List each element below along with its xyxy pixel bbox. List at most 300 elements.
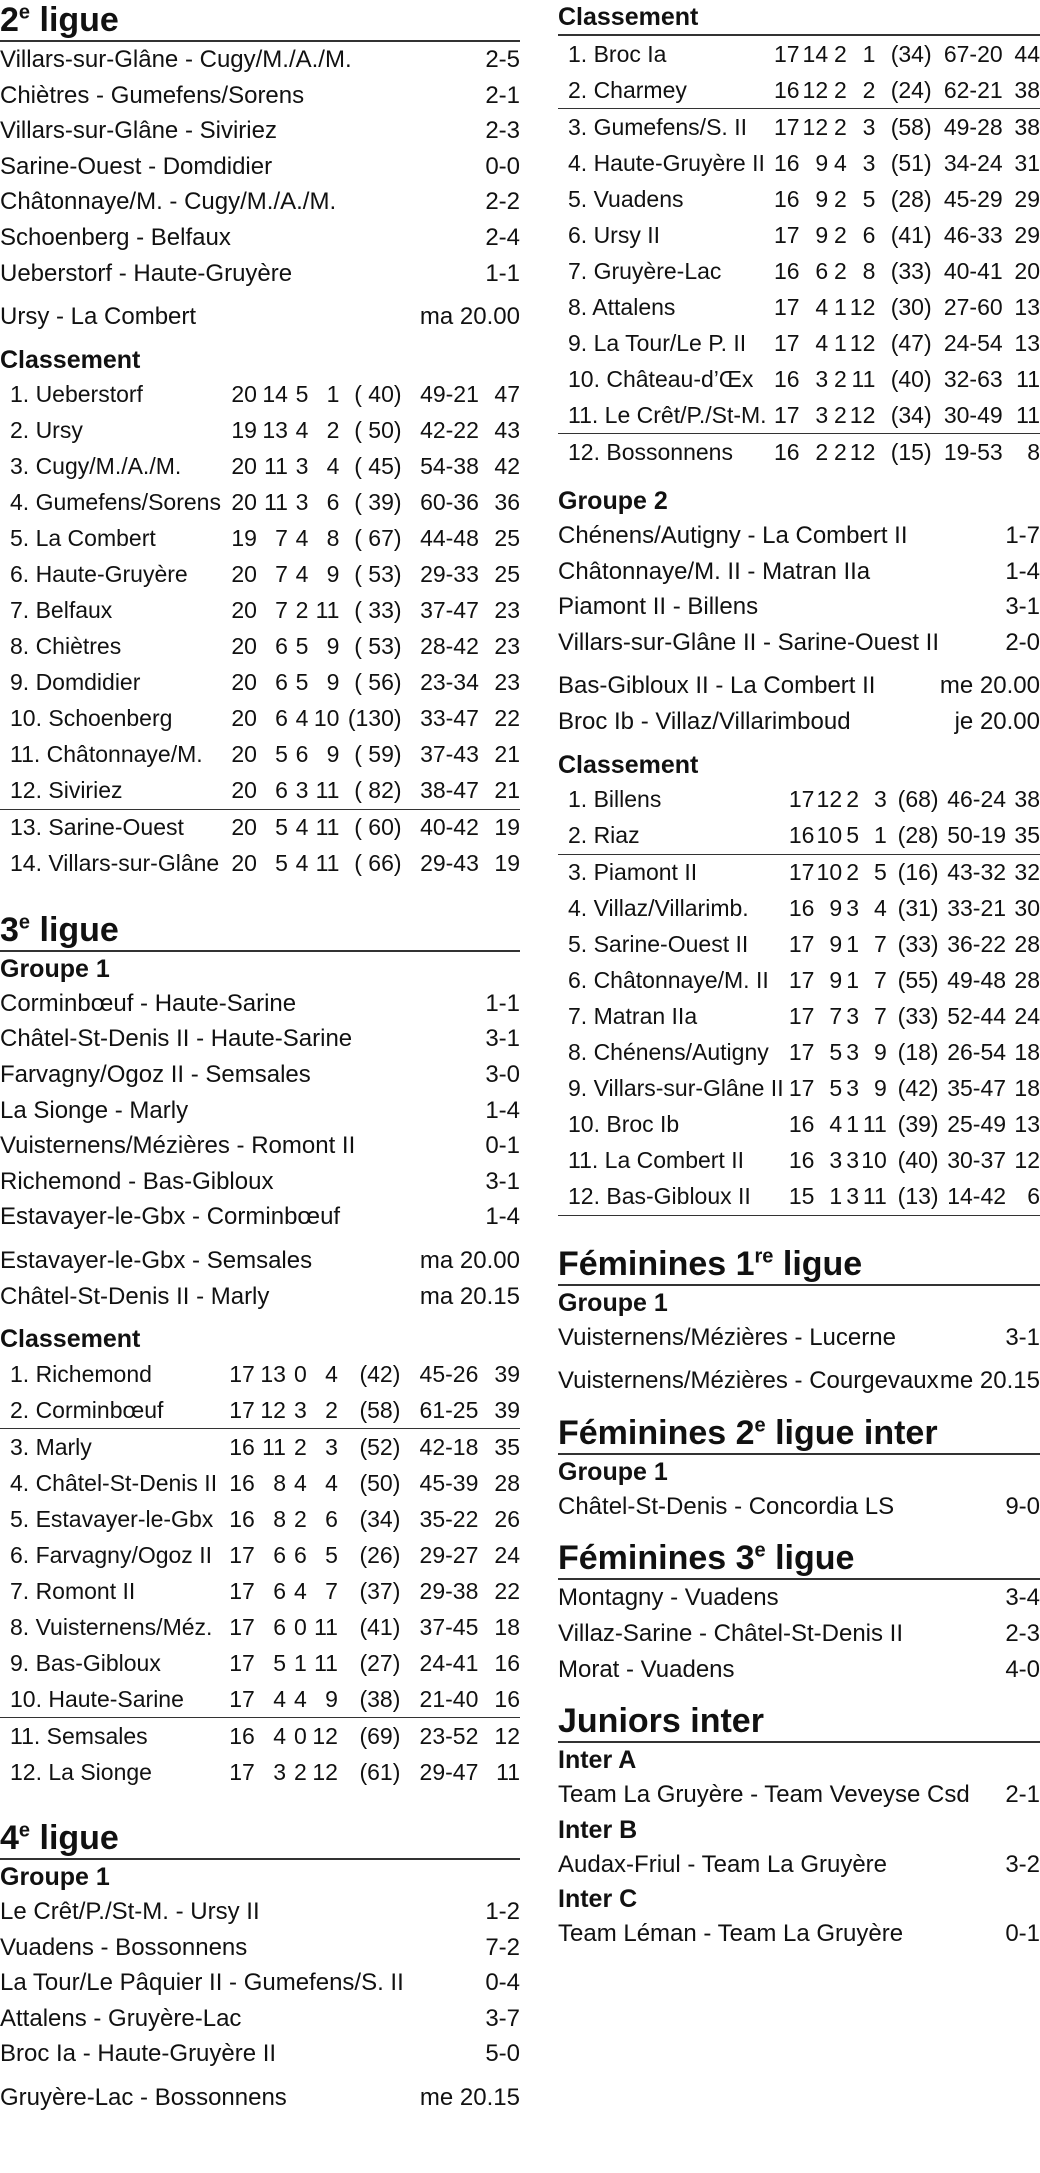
- match-score: 7-2: [485, 1933, 520, 1961]
- played-cell: 17: [788, 1003, 815, 1030]
- match-teams: Bas-Gibloux II - La Combert II: [558, 672, 876, 700]
- match-result: [0, 149, 520, 185]
- losses-cell: 12: [312, 1722, 338, 1749]
- match-teams: Villars-sur-Glâne - Siviriez: [0, 117, 277, 145]
- played-cell: 16: [784, 818, 815, 855]
- wins-cell: 5: [829, 1039, 843, 1066]
- wins-cell: 10: [816, 859, 843, 886]
- points-cell: 18: [1014, 1075, 1040, 1102]
- points-cell: 12: [1014, 1147, 1040, 1174]
- section-title-ligue3: 3e ligue: [0, 910, 520, 952]
- match-score: 2-2: [485, 188, 520, 216]
- penalty-points-cell: (27): [359, 1649, 401, 1676]
- team-name-cell: 8. Chénens/Autigny: [568, 1039, 769, 1066]
- match-teams: Farvagny/Ogoz II - Semsales: [0, 1060, 311, 1088]
- played-cell: 17: [773, 40, 800, 67]
- losses-cell: 11: [315, 850, 340, 877]
- played-cell: 17: [218, 1681, 254, 1718]
- left-column: [0, 0, 520, 2116]
- table-row: [0, 1392, 520, 1429]
- points-cell: 47: [494, 381, 520, 408]
- table-row: [0, 665, 520, 701]
- goals-cell: 21-40: [400, 1681, 478, 1718]
- match-time: me 20.00: [939, 672, 1040, 700]
- draws-cell: 2: [828, 397, 847, 434]
- team-name-cell: 5. Vuadens: [568, 185, 684, 212]
- match-score: 1-4: [485, 1203, 520, 1231]
- match-result: [0, 1930, 520, 1966]
- wins-cell: 7: [275, 597, 288, 624]
- table-row: [558, 434, 1040, 471]
- played-cell: 17: [229, 1541, 255, 1568]
- draws-cell: 2: [828, 72, 847, 109]
- draws-cell: 2: [846, 859, 860, 886]
- penalty-points-cell: (34): [875, 397, 931, 434]
- draws-cell: 1: [846, 1111, 860, 1138]
- match-score: 3-1: [1005, 593, 1040, 621]
- table-row: [0, 1356, 520, 1392]
- match-result: [0, 256, 520, 292]
- match-score: 0-0: [485, 152, 520, 180]
- standings-table-ligue2: [0, 377, 520, 882]
- right-column: [558, 0, 1040, 1952]
- goals-cell: 23-52: [419, 1722, 479, 1749]
- losses-cell: 11: [859, 1179, 887, 1216]
- match-teams: La Sionge - Marly: [0, 1096, 189, 1124]
- points-cell: 36: [494, 489, 520, 516]
- match-teams: Montagny - Vuadens: [558, 1584, 779, 1612]
- match-score: 3-1: [485, 1167, 520, 1195]
- penalty-points-cell: ( 66): [354, 850, 402, 877]
- points-cell: 25: [494, 525, 520, 552]
- match-result: [558, 1916, 1040, 1952]
- table-row: [0, 701, 520, 737]
- penalty-points-cell: (69): [359, 1722, 401, 1749]
- losses-cell: 9: [326, 561, 340, 588]
- team-name-cell: 8. Vuisternens/Méz.: [10, 1613, 213, 1640]
- penalty-points-cell: ( 40): [354, 381, 402, 408]
- team-name-cell: 6. Farvagny/Ogoz II: [10, 1541, 212, 1568]
- points-cell: 16: [494, 1649, 520, 1676]
- team-name-cell: 5. Sarine-Ouest II: [568, 931, 749, 958]
- penalty-points-cell: (50): [359, 1469, 401, 1496]
- goals-cell: 37-47: [420, 597, 479, 624]
- match-score: 2-3: [1005, 1619, 1040, 1647]
- goals-cell: 54-38: [420, 453, 479, 480]
- losses-cell: 6: [326, 489, 340, 516]
- draws-cell: 2: [834, 185, 847, 212]
- played-cell: 16: [773, 185, 800, 212]
- table-row: [558, 36, 1040, 72]
- goals-cell: 46-33: [943, 221, 1003, 248]
- losses-cell: 11: [862, 1111, 887, 1138]
- wins-cell: 14: [802, 40, 829, 67]
- standings-table-ligue4-groupe1: [558, 36, 1040, 470]
- table-row: [0, 593, 520, 629]
- wins-cell: 10: [814, 818, 842, 855]
- losses-cell: 8: [326, 525, 340, 552]
- goals-cell: 43-32: [947, 859, 1007, 886]
- draws-cell: 3: [846, 1039, 860, 1066]
- points-cell: 11: [496, 1758, 520, 1785]
- match-score: 3-1: [1005, 1323, 1040, 1351]
- points-cell: 31: [1014, 149, 1040, 176]
- table-row: [558, 397, 1040, 434]
- wins-cell: 2: [815, 438, 829, 465]
- wins-cell: 9: [815, 221, 829, 248]
- penalty-points-cell: (30): [890, 293, 932, 320]
- table-row: [0, 629, 520, 665]
- points-cell: 39: [478, 1392, 520, 1429]
- losses-cell: 9: [307, 1681, 338, 1718]
- match-teams: Attalens - Gruyère-Lac: [0, 2004, 242, 2032]
- ligue3-upcoming: [0, 1243, 520, 1314]
- played-cell: 17: [773, 113, 800, 140]
- played-cell: 20: [231, 453, 257, 480]
- goals-cell: 35-22: [419, 1505, 479, 1532]
- wins-cell: 4: [815, 293, 829, 320]
- match-result: [0, 1894, 520, 1930]
- played-cell: 20: [231, 850, 257, 877]
- table-row: [0, 846, 520, 882]
- draws-cell: 1: [293, 1649, 307, 1676]
- match-teams: Sarine-Ouest - Domdidier: [0, 152, 273, 180]
- penalty-points-cell: (34): [890, 40, 932, 67]
- losses-cell: 3: [874, 786, 887, 813]
- group-label: Groupe 1: [0, 1863, 110, 1892]
- losses-cell: 10: [313, 705, 340, 732]
- table-row: [0, 449, 520, 485]
- wins-cell: 11: [264, 489, 288, 516]
- losses-cell: 7: [874, 1003, 887, 1030]
- goals-cell: 67-20: [943, 40, 1003, 67]
- match-teams: Le Crêt/P./St-M. - Ursy II: [0, 1898, 260, 1926]
- match-score: 0-4: [485, 1969, 520, 1997]
- penalty-points-cell: (16): [897, 859, 939, 886]
- match-result: [0, 1128, 520, 1164]
- draws-cell: 1: [834, 293, 847, 320]
- losses-cell: 8: [862, 257, 876, 284]
- draws-cell: 4: [295, 417, 309, 444]
- wins-cell: 5: [273, 1649, 286, 1676]
- table-row: [558, 927, 1040, 963]
- wins-cell: 6: [815, 257, 829, 284]
- team-name-cell: 11. Semsales: [10, 1722, 148, 1749]
- team-name-cell: 14. Villars-sur-Glâne: [10, 850, 220, 877]
- draws-cell: 4: [295, 705, 309, 732]
- draws-cell: 3: [846, 1003, 860, 1030]
- team-name-cell: 10. Haute-Sarine: [0, 1681, 218, 1718]
- match-score: 1-4: [485, 1096, 520, 1124]
- fem1-upcoming: [558, 1363, 1040, 1399]
- team-name-cell: 11. Châtonnaye/M.: [10, 741, 203, 768]
- penalty-points-cell: (68): [897, 786, 939, 813]
- team-name-cell: 11. La Combert II: [568, 1147, 744, 1174]
- penalty-points-cell: (24): [875, 72, 931, 109]
- wins-cell: 9: [829, 931, 843, 958]
- match-time: ma 20.00: [419, 1246, 520, 1274]
- points-cell: 19: [494, 814, 520, 841]
- points-cell: 23: [494, 633, 520, 660]
- goals-cell: 42-22: [420, 417, 479, 444]
- fem3-results: [558, 1580, 1040, 1687]
- match-score: 3-1: [485, 1025, 520, 1053]
- wins-cell: 7: [829, 1003, 843, 1030]
- played-cell: 16: [773, 149, 800, 176]
- goals-cell: 30-49: [932, 397, 1003, 434]
- penalty-points-cell: ( 45): [354, 453, 402, 480]
- goals-cell: 29-43: [420, 850, 479, 877]
- penalty-points-cell: (28): [890, 185, 932, 212]
- ligue2-upcoming: [0, 299, 520, 335]
- table-row: [0, 1573, 520, 1609]
- draws-cell: 2: [293, 1505, 307, 1532]
- match-score: 2-3: [485, 117, 520, 145]
- goals-cell: 46-24: [947, 786, 1007, 813]
- team-name-cell: 6. Ursy II: [568, 221, 661, 248]
- draws-cell: 3: [846, 895, 860, 922]
- losses-cell: 2: [307, 1392, 338, 1429]
- losses-cell: 7: [874, 967, 887, 994]
- penalty-points-cell: (51): [890, 149, 932, 176]
- match-result: [558, 1489, 1040, 1525]
- table-row: [0, 1501, 520, 1537]
- goals-cell: 27-60: [943, 293, 1003, 320]
- team-name-cell: 1. Billens: [568, 786, 662, 813]
- team-name-cell: 10. Schoenberg: [10, 705, 173, 732]
- team-name-cell: 4. Villaz/Villarimb.: [568, 895, 749, 922]
- match-result: [0, 42, 520, 78]
- losses-cell: 2: [326, 417, 340, 444]
- points-cell: 28: [494, 1469, 520, 1496]
- draws-cell: 5: [295, 669, 309, 696]
- ligue4-upcoming: [0, 2080, 520, 2116]
- match-teams: Villars-sur-Glâne - Cugy/M./A./M.: [0, 46, 352, 73]
- match-score: 1-7: [1005, 522, 1040, 549]
- draws-cell: 2: [295, 597, 309, 624]
- penalty-points-cell: (61): [359, 1758, 401, 1785]
- wins-cell: 4: [255, 1681, 286, 1718]
- points-cell: 24: [1014, 1003, 1040, 1030]
- played-cell: 20: [231, 381, 257, 408]
- upcoming-match: [0, 2080, 520, 2116]
- table-row: [0, 521, 520, 557]
- team-name-cell: 10. Château-d’Œx: [568, 365, 754, 392]
- goals-cell: 37-45: [419, 1613, 479, 1640]
- team-name-cell: 7. Gruyère-Lac: [568, 257, 722, 284]
- played-cell: 16: [767, 72, 800, 109]
- wins-cell: 6: [273, 1577, 286, 1604]
- penalty-points-cell: (33): [897, 1003, 939, 1030]
- standings-table-ligue3: [0, 1356, 520, 1790]
- team-name-cell: 8. Chiètres: [10, 633, 122, 660]
- wins-cell: 3: [815, 365, 829, 392]
- losses-cell: 4: [325, 1360, 338, 1387]
- team-name-cell: 6. Châtonnaye/M. II: [568, 967, 769, 994]
- table-row: [558, 1107, 1040, 1143]
- goals-cell: 25-49: [947, 1111, 1007, 1138]
- draws-cell: 3: [846, 1147, 860, 1174]
- points-cell: 8: [1027, 438, 1040, 465]
- wins-cell: 7: [275, 561, 288, 588]
- penalty-points-cell: (47): [890, 329, 932, 356]
- upcoming-match: [558, 704, 1040, 740]
- match-teams: Villars-sur-Glâne II - Sarine-Ouest II: [558, 628, 940, 656]
- goals-cell: 33-21: [947, 895, 1007, 922]
- table-row: [558, 1143, 1040, 1179]
- upcoming-match: [0, 299, 520, 335]
- draws-cell: 0: [293, 1360, 307, 1387]
- played-cell: 17: [773, 329, 800, 356]
- losses-cell: 1: [862, 40, 876, 67]
- match-teams: Broc Ia - Haute-Gruyère II: [0, 2040, 277, 2068]
- group-label: Inter A: [558, 1746, 637, 1775]
- table-row: [0, 557, 520, 593]
- team-name-cell: 5. Estavayer-le-Gbx: [10, 1505, 214, 1532]
- goals-cell: 29-27: [419, 1541, 479, 1568]
- losses-cell: 1: [859, 818, 887, 855]
- goals-cell: 28-42: [420, 633, 479, 660]
- points-cell: 13: [1014, 329, 1040, 356]
- points-cell: 29: [1014, 185, 1040, 212]
- group-label: Groupe 2: [558, 487, 668, 515]
- losses-cell: 10: [861, 1147, 887, 1174]
- wins-cell: 8: [273, 1505, 286, 1532]
- draws-cell: 0: [293, 1613, 307, 1640]
- wins-cell: 7: [275, 525, 288, 552]
- team-name-cell: 5. La Combert: [10, 525, 156, 552]
- wins-cell: 11: [262, 1433, 286, 1460]
- table-row: [558, 891, 1040, 927]
- match-score: 1-1: [485, 989, 520, 1017]
- wins-cell: 14: [262, 381, 288, 408]
- losses-cell: 9: [326, 669, 340, 696]
- draws-cell: 4: [295, 850, 309, 877]
- draws-cell: 2: [846, 786, 860, 813]
- draws-cell: 4: [295, 814, 309, 841]
- penalty-points-cell: (41): [359, 1613, 401, 1640]
- losses-cell: 9: [326, 741, 340, 768]
- points-cell: 25: [494, 561, 520, 588]
- played-cell: 17: [229, 1649, 255, 1676]
- penalty-points-cell: (13): [887, 1179, 939, 1216]
- points-cell: 38: [1014, 113, 1040, 140]
- losses-cell: 11: [851, 365, 876, 392]
- ligue3-results: [0, 986, 520, 1235]
- ligue4-results: [0, 1894, 520, 2072]
- losses-cell: 11: [314, 1649, 338, 1676]
- team-name-cell: 1. Richemond: [10, 1360, 152, 1387]
- draws-cell: 1: [834, 329, 847, 356]
- match-time: me 20.15: [939, 1367, 1040, 1395]
- penalty-points-cell: (130): [347, 705, 402, 732]
- team-name-cell: 9. La Tour/Le P. II: [568, 329, 747, 356]
- table-row: [0, 1754, 520, 1790]
- table-row: [558, 1179, 1040, 1216]
- wins-cell: 9: [829, 967, 843, 994]
- losses-cell: 5: [325, 1541, 338, 1568]
- section-title-feminines-2e: Féminines 2e ligue inter: [558, 1413, 1040, 1455]
- wins-cell: 13: [262, 417, 288, 444]
- draws-cell: 2: [834, 40, 847, 67]
- points-cell: 19: [494, 850, 520, 877]
- draws-cell: 2: [834, 257, 847, 284]
- wins-cell: 6: [273, 1613, 286, 1640]
- played-cell: 20: [231, 669, 257, 696]
- goals-cell: 45-39: [419, 1469, 479, 1496]
- points-cell: 6: [1006, 1179, 1040, 1216]
- wins-cell: 9: [815, 149, 829, 176]
- match-result: [0, 1093, 520, 1129]
- goals-cell: 49-48: [947, 967, 1007, 994]
- draws-cell: 3: [295, 453, 309, 480]
- played-cell: 16: [229, 1433, 255, 1460]
- goals-cell: 23-34: [420, 669, 479, 696]
- fem1-results: [558, 1320, 1040, 1356]
- match-teams: Ursy - La Combert: [0, 303, 197, 331]
- points-cell: 20: [1014, 257, 1040, 284]
- team-name-cell: 7. Belfaux: [10, 597, 113, 624]
- match-teams: Ueberstorf - Haute-Gruyère: [0, 259, 293, 287]
- section-title-juniors-inter: Juniors inter: [558, 1701, 1040, 1743]
- table-row: [558, 963, 1040, 999]
- losses-cell: 4: [326, 453, 340, 480]
- goals-cell: 19-53: [943, 438, 1003, 465]
- points-cell: 39: [494, 1360, 520, 1387]
- played-cell: 20: [231, 741, 257, 768]
- penalty-points-cell: ( 53): [354, 633, 402, 660]
- table-row: [558, 253, 1040, 289]
- wins-cell: 6: [275, 633, 288, 660]
- penalty-points-cell: ( 50): [354, 417, 402, 444]
- goals-cell: 33-47: [420, 705, 479, 732]
- table-row: [558, 217, 1040, 253]
- match-score: 2-1: [485, 81, 520, 109]
- goals-cell: 44-48: [420, 525, 479, 552]
- draws-cell: 4: [834, 149, 847, 176]
- goals-cell: 24-41: [419, 1649, 479, 1676]
- table-row: [0, 773, 520, 810]
- match-score: 1-2: [485, 1898, 520, 1926]
- points-cell: 22: [494, 1577, 520, 1604]
- wins-cell: 5: [275, 741, 288, 768]
- penalty-points-cell: ( 59): [354, 741, 402, 768]
- team-name-cell: 9. Domdidier: [10, 669, 141, 696]
- points-cell: 38: [1003, 72, 1040, 109]
- draws-cell: 6: [293, 1541, 307, 1568]
- penalty-points-cell: ( 56): [354, 669, 402, 696]
- points-cell: 11: [1016, 365, 1040, 392]
- group-label: Groupe 1: [558, 1457, 668, 1486]
- wins-cell: 5: [275, 850, 288, 877]
- played-cell: 17: [229, 1613, 255, 1640]
- goals-cell: 45-26: [419, 1360, 479, 1387]
- match-score: 3-0: [485, 1060, 520, 1088]
- goals-cell: 40-42: [420, 814, 479, 841]
- points-cell: 44: [1014, 40, 1040, 67]
- match-score: 5-0: [485, 2040, 520, 2068]
- points-cell: 26: [494, 1505, 520, 1532]
- match-teams: Châtonnaye/M. II - Matran IIa: [558, 557, 871, 585]
- points-cell: 12: [494, 1722, 520, 1749]
- penalty-points-cell: (38): [338, 1681, 400, 1718]
- team-name-cell: 9. Bas-Gibloux: [10, 1649, 161, 1676]
- played-cell: 16: [788, 1147, 815, 1174]
- match-score: 3-7: [485, 2004, 520, 2032]
- played-cell: 16: [788, 1111, 815, 1138]
- draws-cell: 2: [834, 438, 847, 465]
- upcoming-match: [0, 1279, 520, 1315]
